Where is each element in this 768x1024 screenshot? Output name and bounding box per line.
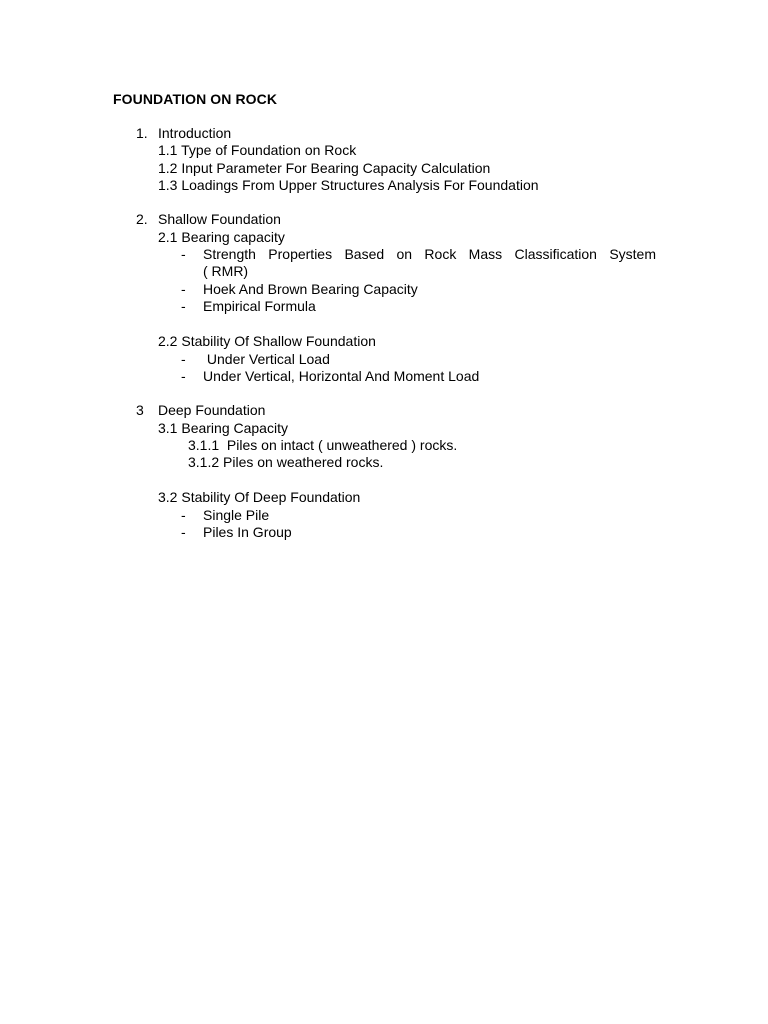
section-2-1-heading: 2.1 Bearing capacity xyxy=(158,229,285,245)
section-1-item: 1.2 Input Parameter For Bearing Capacity Calculation xyxy=(158,160,491,176)
section-2-1-bullet-continuation: ( RMR) xyxy=(203,263,249,279)
section-3-2-heading: 3.2 Stability Of Deep Foundation xyxy=(158,489,361,505)
section-1-item: 1.3 Loadings From Upper Structures Analysis For Foundation xyxy=(158,177,539,193)
section-2-2-bullet: Under Vertical, Horizontal And Moment Load xyxy=(203,368,480,384)
bullet-dash: - xyxy=(181,281,186,297)
bullet-dash: - xyxy=(181,351,186,367)
section-3-number: 3 xyxy=(136,402,144,418)
bullet-dash: - xyxy=(181,298,186,314)
section-1-number: 1. xyxy=(136,125,148,141)
section-3-heading: Deep Foundation xyxy=(158,402,266,418)
section-3-2-bullet: Piles In Group xyxy=(203,524,292,540)
document-title: FOUNDATION ON ROCK xyxy=(113,91,278,107)
section-2-2-heading: 2.2 Stability Of Shallow Foundation xyxy=(158,333,376,349)
section-3-1-item: 3.1.2 Piles on weathered rocks. xyxy=(188,454,384,470)
bullet-dash: - xyxy=(181,246,186,262)
section-2-1-bullet: Empirical Formula xyxy=(203,298,316,314)
section-3-1-heading: 3.1 Bearing Capacity xyxy=(158,420,288,436)
section-2-heading: Shallow Foundation xyxy=(158,211,281,227)
section-3-2-bullet: Single Pile xyxy=(203,507,270,523)
section-2-number: 2. xyxy=(136,211,148,227)
section-2-2-bullet: Under Vertical Load xyxy=(203,351,330,367)
bullet-dash: - xyxy=(181,507,186,523)
bullet-dash: - xyxy=(181,368,186,384)
section-1-heading: Introduction xyxy=(158,125,232,141)
section-1-item: 1.1 Type of Foundation on Rock xyxy=(158,142,357,158)
section-2-1-bullet: Hoek And Brown Bearing Capacity xyxy=(203,281,418,297)
section-3-1-item: 3.1.1 Piles on intact ( unweathered ) rocks. xyxy=(188,437,458,453)
bullet-dash: - xyxy=(181,524,186,540)
section-2-1-bullet: Strength Properties Based on Rock Mass Classification System xyxy=(203,246,656,262)
